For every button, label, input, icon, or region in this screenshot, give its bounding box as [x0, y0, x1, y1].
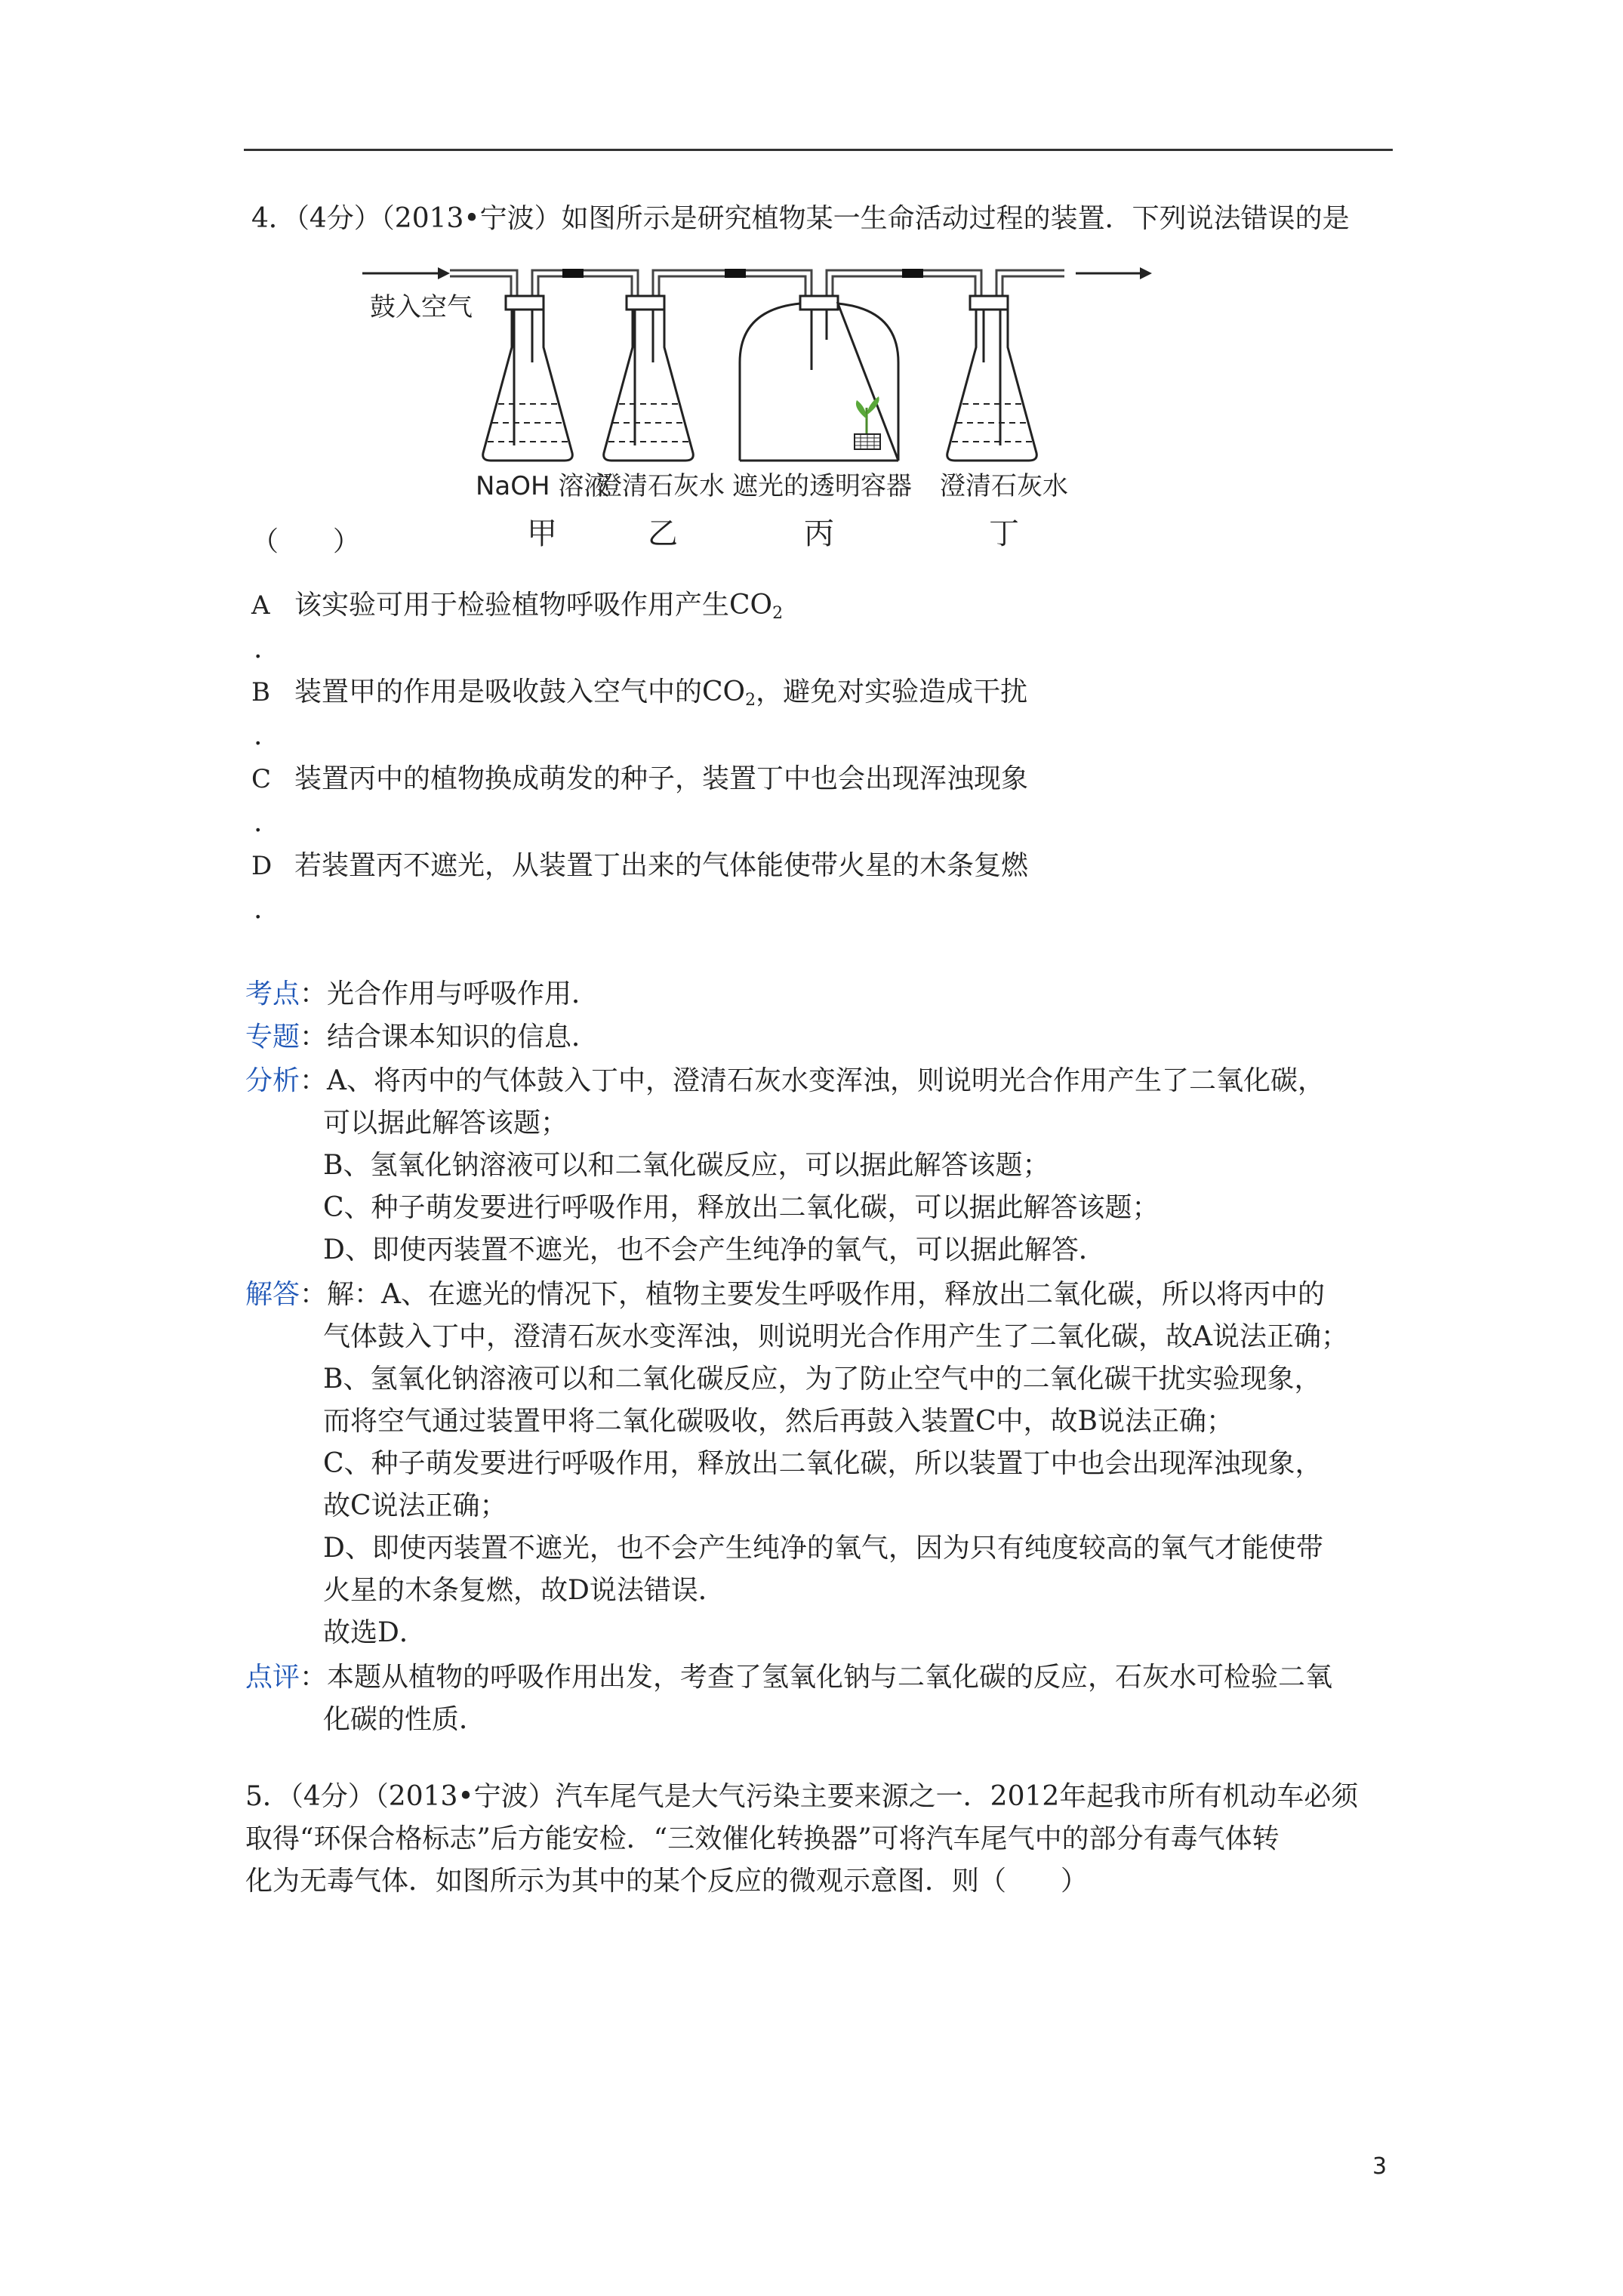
flask-name-ding: 丁	[989, 516, 1019, 551]
jieda-label: 解答	[245, 1279, 300, 1310]
flask-name-bing: 丙	[804, 516, 834, 551]
fenxi-line-2: 可以据此解答该题；	[323, 1108, 568, 1139]
option-c-dot: .	[254, 807, 263, 838]
option-c-letter: C	[251, 764, 272, 794]
jieda-line-8: 火星的木条复燃，故D说法错误．	[323, 1575, 725, 1606]
jieda-line-7: D、即使丙装置不遮光，也不会产生纯净的氧气，因为只有纯度较高的氧气才能使带	[323, 1533, 1323, 1564]
air-in-label: 鼓入空气	[370, 292, 473, 322]
option-a-text: 该实验可用于检验植物呼吸作用产生$CO_2$	[294, 590, 784, 623]
q5-line-1: 5．（4分）（2013•宁波）汽车尾气是大气污染主要来源之一．2012年起我市所有机动车必须	[245, 1781, 1359, 1812]
flask-label-ding: 澄清石灰水	[940, 471, 1068, 501]
q5-line-2: 取得“环保合格标志”后方能安检．“三效催化转换器”可将汽车尾气中的部分有毒气体转	[245, 1823, 1280, 1854]
option-b-text: 装置甲的作用是吸收鼓入空气中的$CO_2$，避免对实验造成干扰	[294, 676, 1028, 710]
jieda-line-1: 解答：解：A、在遮光的情况下，植物主要发生呼吸作用，释放出二氧化碳，所以将丙中的	[245, 1279, 1326, 1310]
jieda-line-4: 而将空气通过装置甲将二氧化碳吸收，然后再鼓入装置C中，故B说法正确；	[323, 1406, 1234, 1437]
zhuanti-section: 专题：结合课本知识的信息．	[245, 1022, 599, 1052]
fenxi-label: 分析	[245, 1065, 300, 1096]
fenxi-line-5: D、即使丙装置不遮光，也不会产生纯净的氧气，可以据此解答．	[323, 1234, 1106, 1265]
flask-label-jia: NaOH 溶液	[476, 471, 610, 501]
apparatus-diagram	[362, 249, 1185, 551]
page-number: 3	[1372, 2153, 1387, 2180]
zhuanti-label: 专题	[245, 1022, 300, 1052]
option-a-letter: A	[251, 590, 270, 621]
fenxi-line-3: B、氢氧化钠溶液可以和二氧化碳反应，可以据此解答该题；	[323, 1150, 1050, 1181]
kaodian-section: 考点：光合作用与呼吸作用．	[245, 978, 599, 1009]
dianping-line-1: 点评：本题从植物的呼吸作用出发，考查了氢氧化钠与二氧化碳的反应，石灰水可检验二氧	[245, 1662, 1333, 1693]
option-d-dot: .	[254, 894, 263, 925]
q4-answer-blank: （ ）	[251, 526, 361, 557]
dianping-label: 点评	[245, 1662, 300, 1693]
dianping-line-2: 化碳的性质．	[323, 1704, 487, 1735]
flask-name-yi: 乙	[648, 516, 678, 551]
q4-stem: 4．（4分）（2013•宁波）如图所示是研究植物某一生命活动过程的装置．下列说法错误的是	[251, 203, 1350, 234]
flask-ding	[947, 296, 1037, 461]
flask-yi	[604, 296, 694, 461]
option-b-letter: B	[251, 677, 270, 707]
flask-label-bing: 遮光的透明容器	[732, 471, 912, 501]
option-b-dot: .	[254, 720, 263, 751]
fenxi-line-4: C、种子萌发要进行呼吸作用，释放出二氧化碳，可以据此解答该题；	[323, 1192, 1160, 1223]
kaodian-label: 考点	[245, 978, 300, 1009]
option-c-text: 装置丙中的植物换成萌发的种子，装置丁中也会出现浑浊现象	[294, 763, 1029, 794]
flask-jia	[483, 296, 573, 461]
jieda-line-5: C、种子萌发要进行呼吸作用，释放出二氧化碳，所以装置丁中也会出现浑浊现象，	[323, 1448, 1323, 1479]
header-rule	[244, 149, 1393, 151]
flask-name-jia: 甲	[527, 516, 557, 551]
option-a-dot: .	[254, 633, 263, 664]
jieda-line-6: 故C说法正确；	[323, 1490, 507, 1521]
option-d-letter: D	[251, 851, 273, 881]
flask-label-yi: 澄清石灰水	[596, 471, 725, 501]
option-d-text: 若装置丙不遮光，从装置丁出来的气体能使带火星的木条复燃	[294, 850, 1029, 881]
fenxi-line-1: 分析：A、将丙中的气体鼓入丁中，澄清石灰水变浑浊，则说明光合作用产生了二氧化碳，	[245, 1065, 1326, 1096]
q5-line-3: 化为无毒气体．如图所示为其中的某个反应的微观示意图．则（ ）	[245, 1866, 1089, 1897]
bell-jar-bing	[740, 296, 898, 461]
jieda-line-3: B、氢氧化钠溶液可以和二氧化碳反应，为了防止空气中的二氧化碳干扰实验现象，	[323, 1364, 1322, 1395]
jieda-line-2: 气体鼓入丁中，澄清石灰水变浑浊，则说明光合作用产生了二氧化碳，故A说法正确；	[323, 1321, 1348, 1352]
jieda-line-9: 故选D．	[323, 1617, 427, 1648]
